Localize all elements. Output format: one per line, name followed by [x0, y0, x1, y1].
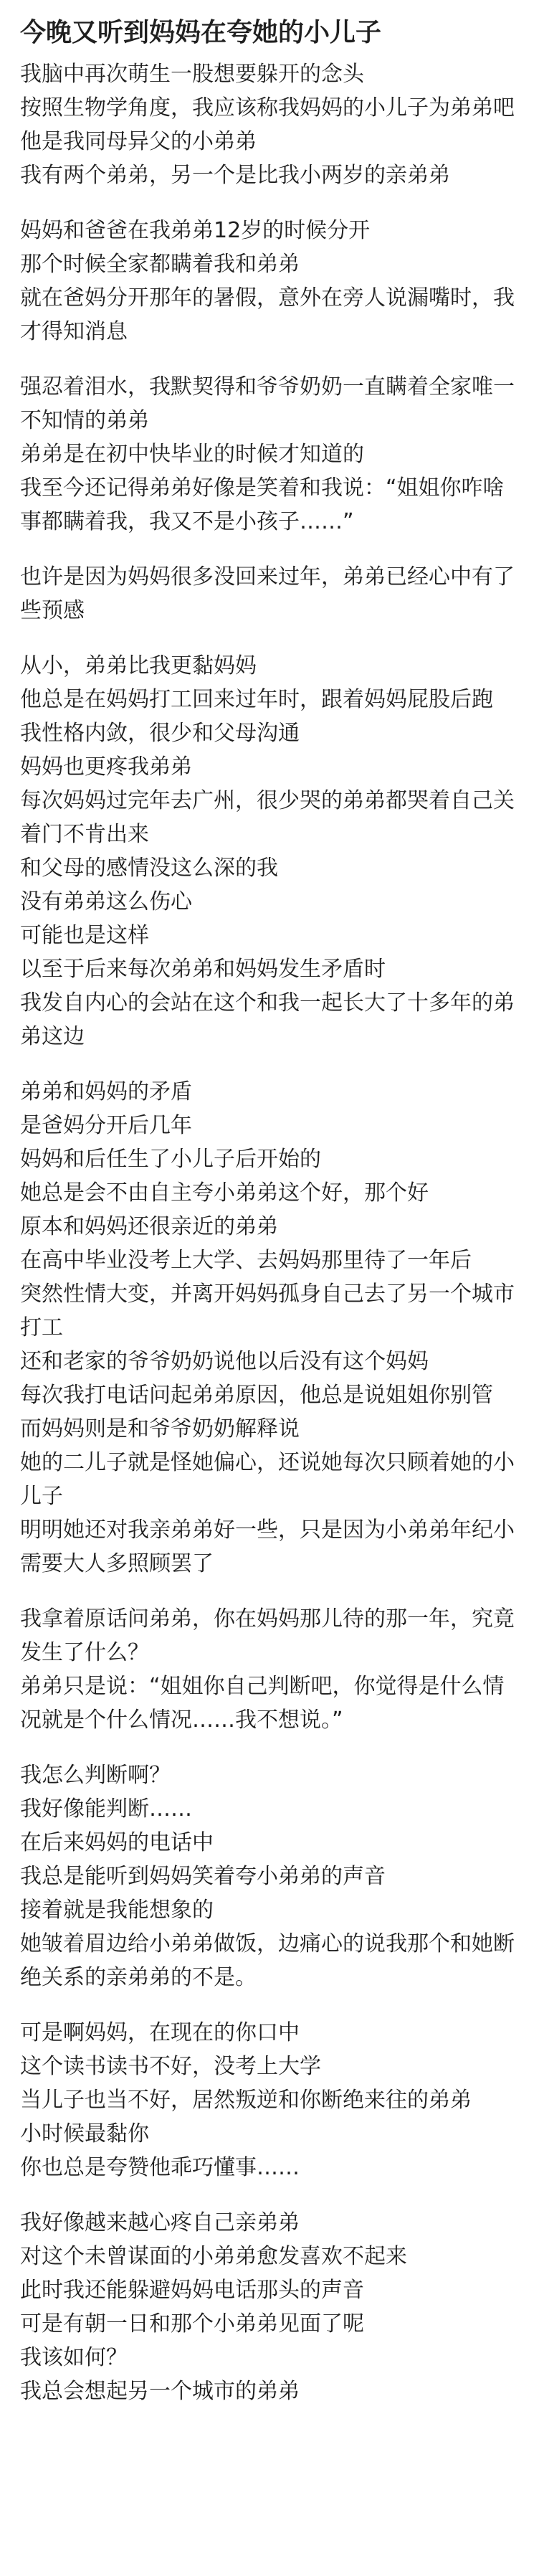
text-line: 绝关系的亲弟弟的不是。 [20, 1965, 257, 1990]
paragraph [20, 2016, 522, 2184]
paragraph [20, 560, 522, 628]
text-line: 我有两个弟弟，另一个是比我小两岁的亲弟弟 [20, 163, 450, 188]
text-line: 不知情的弟弟 [20, 408, 149, 433]
text-line: 也许是因为妈妈很多没回来过年，弟弟已经心中有了 [20, 564, 515, 589]
text-line: 此时我还能躲避妈妈电话那头的声音 [20, 2278, 364, 2303]
text-line: 我脑中再次萌生一股想要躲开的念头 [20, 62, 364, 87]
text-line: 明明她还对我亲弟弟好一些，只是因为小弟弟年纪小 [20, 1517, 515, 1543]
text-line: 我至今还记得弟弟好像是笑着和我说：“姐姐你咋啥 [20, 475, 505, 501]
text-line: 没有弟弟这么伤心 [20, 889, 192, 914]
text-line: 我好像能判断…… [20, 1796, 192, 1822]
text-line: 是爸妈分开后几年 [20, 1113, 192, 1138]
text-line: 可能也是这样 [20, 923, 149, 948]
text-line: 我怎么判断啊？ [20, 1763, 171, 1788]
text-line: 事都瞒着我，我又不是小孩子……” [20, 509, 354, 534]
text-line: 小时候最黏你 [20, 2121, 149, 2146]
text-line: 我好像越来越心疼自己亲弟弟 [20, 2210, 300, 2235]
text-line: 我总会想起另一个城市的弟弟 [20, 2379, 300, 2404]
text-line: 还和老家的爷爷奶奶说他以后没有这个妈妈 [20, 1349, 429, 1374]
text-line: 对这个未曾谋面的小弟弟愈发喜欢不起来 [20, 2244, 407, 2269]
paragraph [20, 370, 522, 539]
text-line: 原本和妈妈还很亲近的弟弟 [20, 1214, 278, 1239]
text-line: 就在爸妈分开那年的暑假，意外在旁人说漏嘴时，我 [20, 285, 515, 311]
text-line: 妈妈和后任生了小儿子后开始的 [20, 1147, 321, 1172]
text-line: 我性格内敛，很少和父母沟通 [20, 721, 300, 746]
text-line: 妈妈也更疼我弟弟 [20, 754, 192, 780]
text-line: 每次妈妈过完年去广州，很少哭的弟弟都哭着自己关 [20, 788, 515, 813]
text-line: 强忍着泪水，我默契得和爷爷奶奶一直瞒着全家唯一 [20, 374, 515, 399]
paragraph [20, 1602, 522, 1737]
text-line: 儿子 [20, 1484, 63, 1509]
paragraph [20, 649, 522, 1053]
text-line: 可是啊妈妈，在现在的你口中 [20, 2020, 300, 2045]
text-line: 从小，弟弟比我更黏妈妈 [20, 653, 257, 678]
text-line: 那个时候全家都瞒着我和弟弟 [20, 252, 300, 277]
paragraph [20, 1075, 522, 1581]
text-line: 我拿着原话问弟弟，你在妈妈那儿待的那一年，究竟 [20, 1606, 515, 1632]
text-line: 按照生物学角度，我应该称我妈妈的小儿子为弟弟吧 [20, 95, 515, 120]
text-line: 弟这边 [20, 1024, 85, 1049]
text-line: 着门不肯出来 [20, 822, 149, 847]
paragraph [20, 57, 522, 192]
text-line: 况就是个什么情况……我不想说。” [20, 1708, 343, 1733]
text-line: 弟弟和妈妈的矛盾 [20, 1079, 192, 1104]
text-line: 妈妈和爸爸在我弟弟12岁的时候分开 [20, 218, 371, 243]
text-line: 而妈妈则是和爷爷奶奶解释说 [20, 1416, 300, 1441]
text-line: 我总是能听到妈妈笑着夸小弟弟的声音 [20, 1864, 386, 1889]
text-line: 才得知消息 [20, 319, 128, 344]
post-body [20, 57, 522, 2430]
post-title: 今晚又听到妈妈在夸她的小儿子 [20, 18, 382, 47]
text-line: 突然性情大变，并离开妈妈孤身自己去了另一个城市 [20, 1282, 515, 1307]
text-line: 你也总是夸赞他乖巧懂事…… [20, 2155, 300, 2180]
text-line: 在后来妈妈的电话中 [20, 1830, 214, 1855]
text-line: 他总是在妈妈打工回来过年时，跟着妈妈屁股后跑 [20, 687, 493, 712]
paragraph [20, 1758, 522, 1994]
paragraph [20, 2206, 522, 2408]
text-line: 我发自内心的会站在这个和我一起长大了十多年的弟 [20, 990, 515, 1015]
text-line: 她皱着眉边给小弟弟做饭，边痛心的说我那个和她断 [20, 1931, 515, 1956]
text-line: 当儿子也当不好，居然叛逆和你断绝来往的弟弟 [20, 2088, 472, 2113]
paragraph [20, 214, 522, 349]
text-line: 可是有朝一日和那个小弟弟见面了呢 [20, 2311, 364, 2336]
text-line: 他是我同母异父的小弟弟 [20, 129, 257, 154]
text-line: 弟弟只是说：“姐姐你自己判断吧，你觉得是什么情 [20, 1674, 505, 1699]
text-line: 我该如何？ [20, 2345, 128, 2370]
text-line: 这个读书读书不好，没考上大学 [20, 2054, 321, 2079]
text-line: 需要大人多照顾罢了 [20, 1551, 214, 1576]
text-line: 每次我打电话问起弟弟原因，他总是说姐姐你别管 [20, 1383, 493, 1408]
text-line: 接着就是我能想象的 [20, 1898, 214, 1923]
text-line: 她总是会不由自主夸小弟弟这个好，那个好 [20, 1180, 429, 1206]
text-line: 和父母的感情没这么深的我 [20, 856, 278, 881]
text-line: 在高中毕业没考上大学、去妈妈那里待了一年后 [20, 1248, 472, 1273]
text-line: 弟弟是在初中快毕业的时候才知道的 [20, 442, 364, 467]
text-line: 发生了什么？ [20, 1640, 149, 1665]
text-line: 打工 [20, 1315, 63, 1340]
text-line: 以至于后来每次弟弟和妈妈发生矛盾时 [20, 957, 386, 982]
text-line: 些预感 [20, 598, 85, 623]
text-line: 她的二儿子就是怪她偏心，还说她每次只顾着她的小 [20, 1450, 515, 1475]
